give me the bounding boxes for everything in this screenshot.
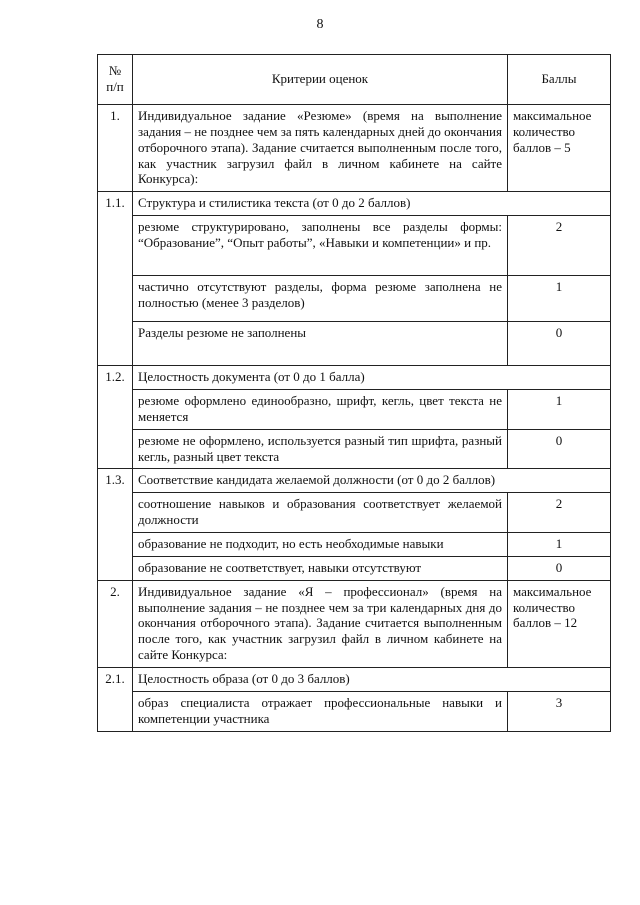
criterion-score: 0 xyxy=(508,322,611,366)
header-criteria: Критерии оценок xyxy=(133,55,508,105)
task-description: Индивидуальное задание «Я – профессионал» (время на выполнение задания – не позднее чем за три календарных дня до окончания отборочного этапа). Задание считается выполненным после того, как участник загрузил файл в личном кабинете на сайте Конкурса: xyxy=(133,580,508,667)
task-num: 1. xyxy=(98,105,133,192)
criterion-row xyxy=(98,322,611,366)
criterion-score: 2 xyxy=(508,216,611,276)
task-max-points: максимальное количество баллов – 12 xyxy=(508,580,611,667)
criterion-text: резюме оформлено единообразно, шрифт, кегль, цвет текста не меняется xyxy=(133,390,508,430)
section-num: 1.1. xyxy=(98,192,133,366)
task-row xyxy=(98,105,611,192)
section-title: Соответствие кандидата желаемой должности (от 0 до 2 баллов) xyxy=(133,469,611,493)
task-max-points: максимальное количество баллов – 5 xyxy=(508,105,611,192)
section-title: Целостность документа (от 0 до 1 балла) xyxy=(133,366,611,390)
criterion-row xyxy=(98,691,611,731)
criterion-text: резюме не оформлено, используется разный тип шрифта, разный кегль, разный цвет текста xyxy=(133,429,508,469)
criterion-text: образование не подходит, но есть необходимые навыки xyxy=(133,533,508,557)
criterion-row xyxy=(98,556,611,580)
criterion-score: 2 xyxy=(508,493,611,533)
criterion-text: резюме структурировано, заполнены все разделы формы: “Образование”, “Опыт работы”, «Навыки и компетенции» и пр. xyxy=(133,216,508,276)
criterion-score: 3 xyxy=(508,691,611,731)
task-row xyxy=(98,580,611,667)
criterion-row xyxy=(98,533,611,557)
criterion-text: соотношение навыков и образования соответствует желаемой должности xyxy=(133,493,508,533)
criterion-text: частично отсутствуют разделы, форма резюме заполнена не полностью (менее 3 разделов) xyxy=(133,276,508,322)
criterion-score: 1 xyxy=(508,390,611,430)
criterion-row xyxy=(98,429,611,469)
criterion-text: Разделы резюме не заполнены xyxy=(133,322,508,366)
page-number: 8 xyxy=(316,17,324,32)
criterion-row xyxy=(98,216,611,276)
criterion-score: 0 xyxy=(508,429,611,469)
section-num: 1.3. xyxy=(98,469,133,580)
task-num: 2. xyxy=(98,580,133,667)
criterion-row xyxy=(98,493,611,533)
header-points: Баллы xyxy=(508,55,611,105)
section-title: Структура и стилистика текста (от 0 до 2 баллов) xyxy=(133,192,611,216)
section-num: 1.2. xyxy=(98,366,133,469)
section-row xyxy=(98,668,611,692)
criterion-row xyxy=(98,390,611,430)
criterion-row xyxy=(98,276,611,322)
section-row xyxy=(98,469,611,493)
criterion-score: 1 xyxy=(508,276,611,322)
criterion-text: образ специалиста отражает профессиональные навыки и компетенции участника xyxy=(133,691,508,731)
table-header-row xyxy=(98,55,611,105)
criterion-score: 0 xyxy=(508,556,611,580)
section-title: Целостность образа (от 0 до 3 баллов) xyxy=(133,668,611,692)
task-description: Индивидуальное задание «Резюме» (время на выполнение задания – не позднее чем за пять календарных дней до окончания отборочного этапа). Задание считается выполненным после того, как участник загрузил файл в личном кабинете на сайте Конкурса): xyxy=(133,105,508,192)
criterion-text: образование не соответствует, навыки отсутствуют xyxy=(133,556,508,580)
header-num: № п/п xyxy=(98,55,133,105)
section-num: 2.1. xyxy=(98,668,133,732)
section-row xyxy=(98,192,611,216)
criteria-table xyxy=(97,54,611,732)
section-row xyxy=(98,366,611,390)
criterion-score: 1 xyxy=(508,533,611,557)
